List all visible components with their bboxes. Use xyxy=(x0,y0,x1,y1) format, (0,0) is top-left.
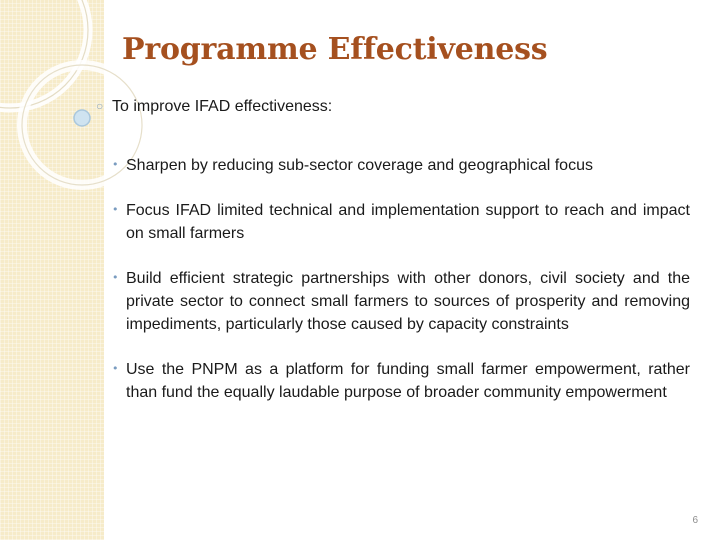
bullet-item xyxy=(112,358,690,404)
intro-line xyxy=(96,96,690,118)
decorative-dot-icon xyxy=(74,110,90,126)
bullet-dot-icon: • xyxy=(112,158,119,171)
bullet-item xyxy=(112,199,690,245)
slide-title: Programme Effectiveness xyxy=(122,32,548,67)
bullet-list xyxy=(112,154,690,404)
bullet-dot-icon: • xyxy=(112,203,119,216)
page-number: 6 xyxy=(692,515,698,526)
bullet-text: Focus IFAD limited technical and implementation support to reach and impact on small farmers xyxy=(126,202,690,242)
slide-body xyxy=(96,96,690,404)
circle-bullet-icon: ○ xyxy=(96,99,104,113)
bullet-dot-icon: • xyxy=(112,362,119,375)
bullet-text: Use the PNPM as a platform for funding small farmer empowerment, rather than fund the equally laudable purpose of broader community empowerment xyxy=(126,361,690,401)
bullet-item xyxy=(112,267,690,336)
bullet-text: Sharpen by reducing sub-sector coverage and geographical focus xyxy=(126,157,593,174)
bullet-dot-icon: • xyxy=(112,271,119,284)
bullet-text: Build efficient strategic partnerships with other donors, civil society and the private sector to connect small farmers to sources of prosperity and removing impediments, particularly those caused by capacity constraints xyxy=(126,270,690,333)
bullet-item xyxy=(112,154,690,177)
intro-text: To improve IFAD effectiveness: xyxy=(112,98,333,115)
